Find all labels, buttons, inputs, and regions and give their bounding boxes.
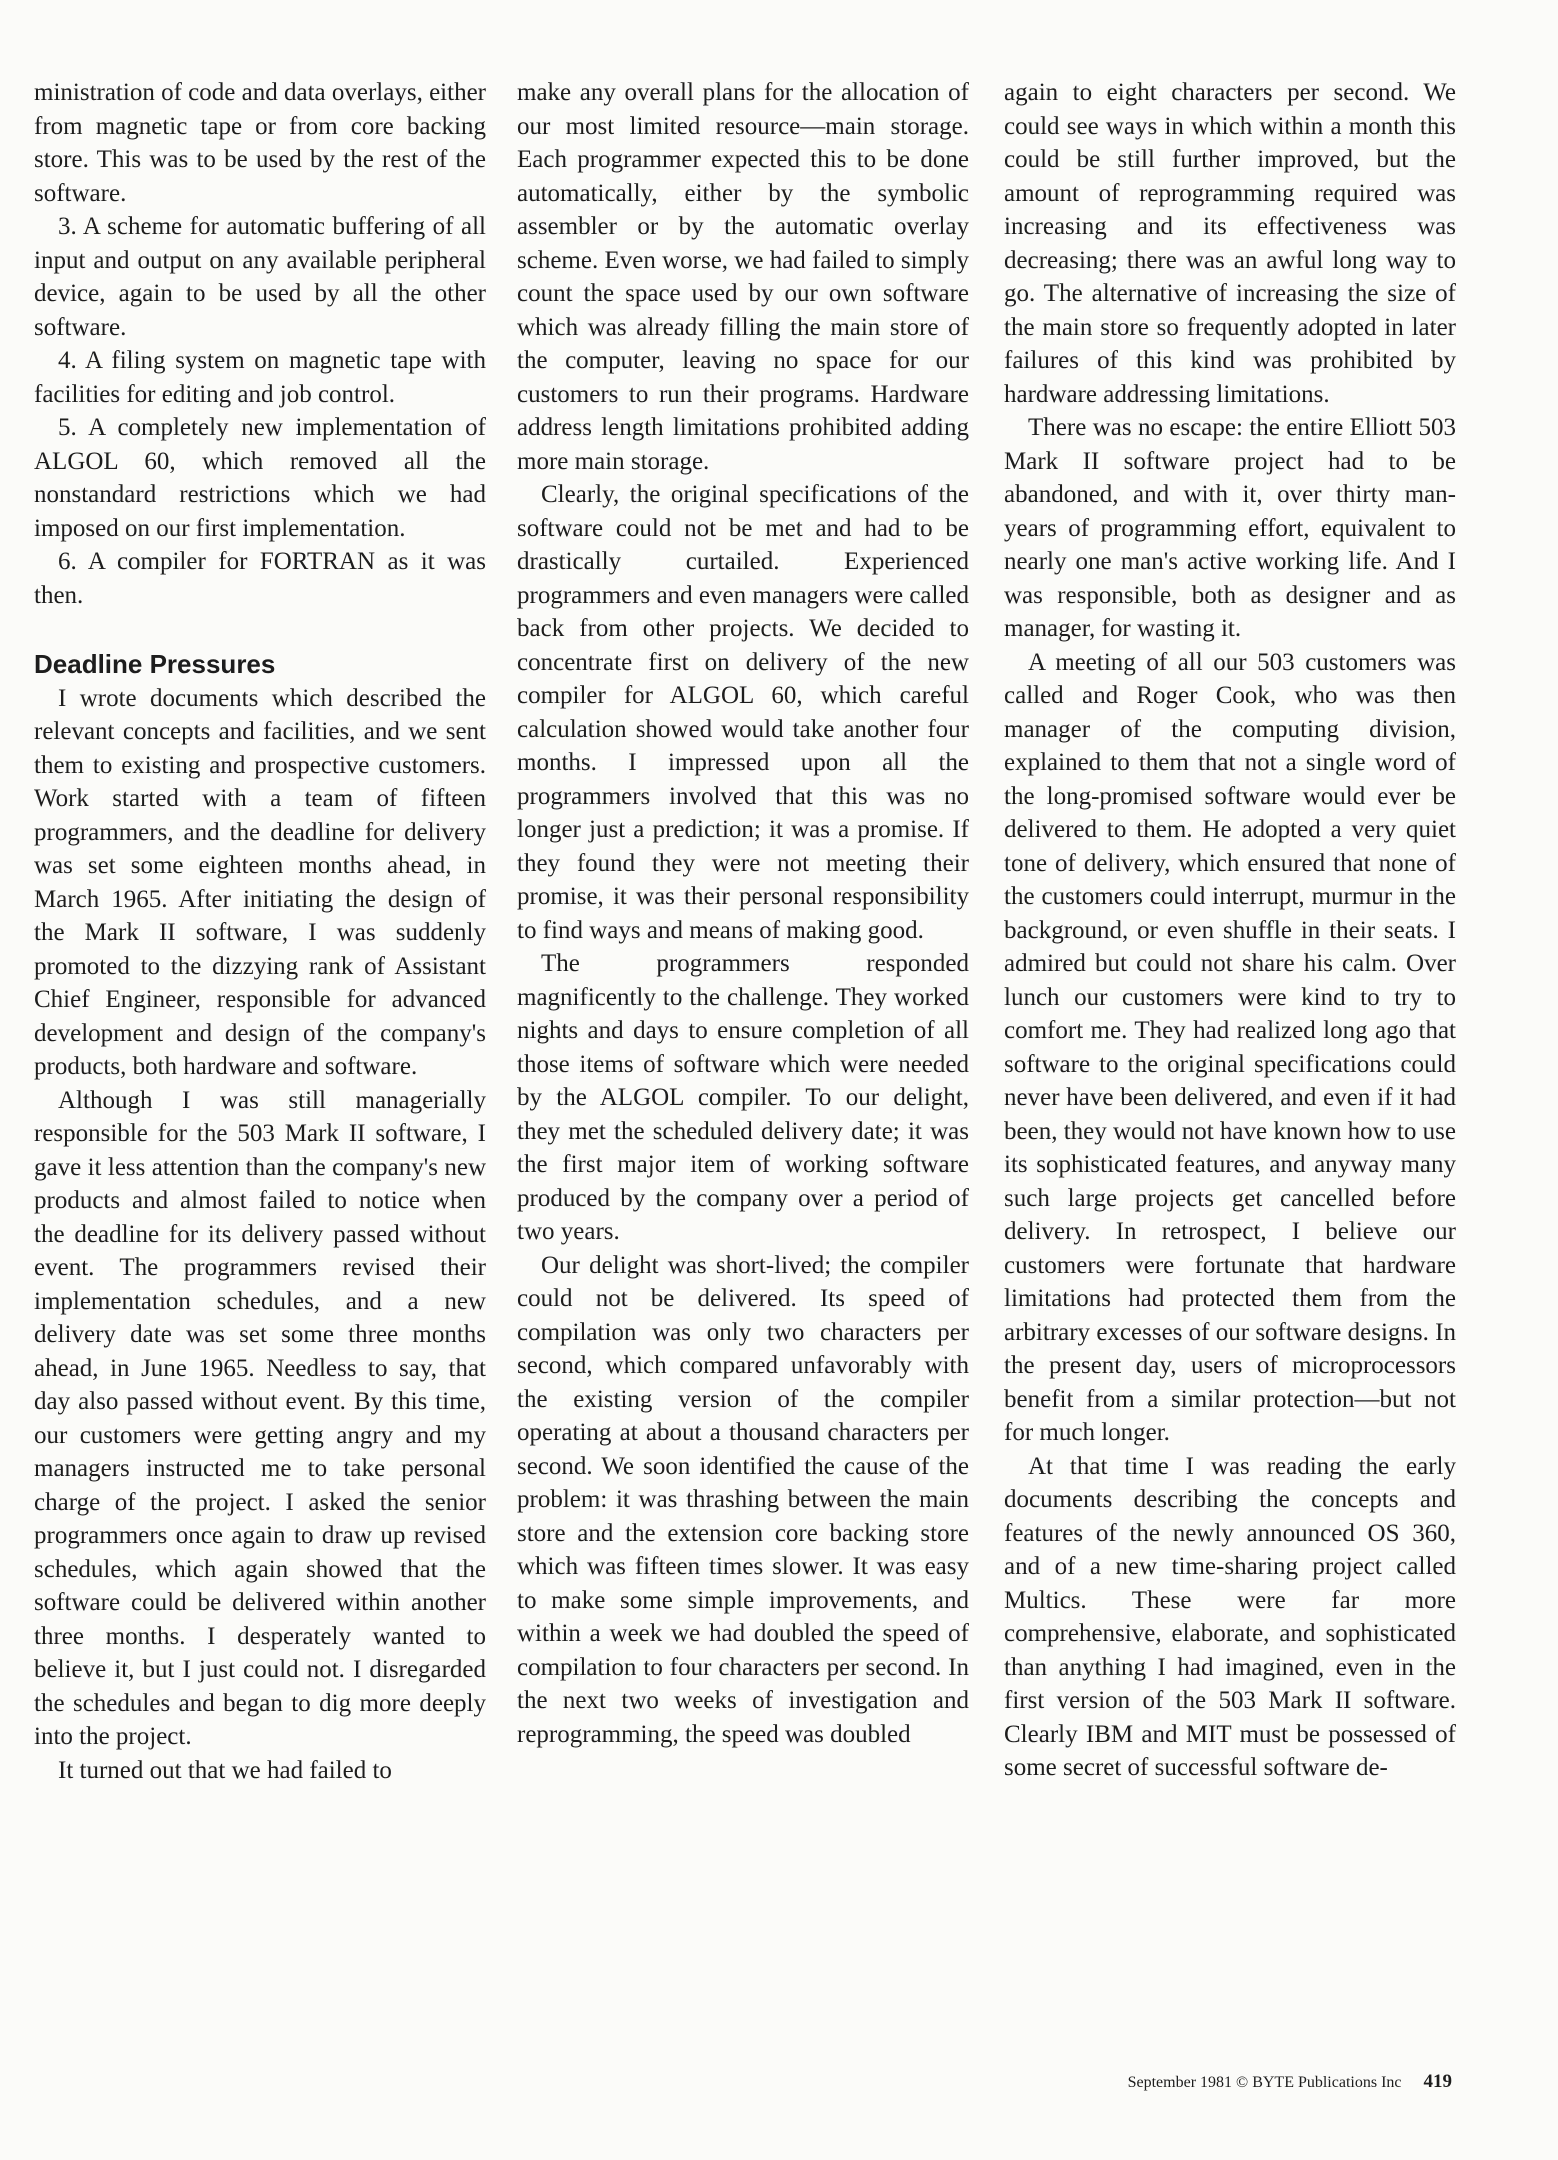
paragraph: It turned out that we had failed to [58,1756,392,1784]
paragraph: Clearly, the original specifications of the software could not be met and had to be drastically curtailed. Experienced programmers and even managers were called back from other projects. We decided to concentrate first on delivery of the new compiler for ALGOL 60, which careful calculation showed would take another four months. I impressed upon all the programmers involved that this was no longer just a prediction; it was a promise. If they found they were not meeting their promise, it was their personal responsibility to find ways and means of making good. [517,481,969,944]
text-column-3 [1004,76,1456,1785]
section-heading: Deadline Pressures [34,649,276,679]
paragraph: make any overall plans for the allocation of our most limited resource—main storage. Each programmer expected this to be done automatically, either by the symbolic assembler or by the automatic overlay scheme. Even worse, we had failed to simply count the space used by our own software which was already filling the main store of the computer, leaving no space for our customers to run their programs. Hardware address length limitations prohibited adding more main storage. [517,79,969,475]
footer-credit: September 1981 © BYTE Publications Inc [1127,2074,1402,2091]
paragraph: Our delight was short-lived; the compiler could not be delivered. Its speed of compilation was only two characters per second, which compared unfavorably with the existing version of the compiler operating at about a thousand characters per second. We soon identified the cause of the problem: it was thrashing between the main store and the extension core backing store which was fifteen times slower. It was easy to make some simple improvements, and within a week we had doubled the speed of compilation to four characters per second. In the next two weeks of investigation and reprogramming, the speed was doubled [517,1251,969,1748]
paragraph: A meeting of all our 503 customers was called and Roger Cook, who was then manager of the computing division, explained to them that not a single word of the long-promised software would ever be delivered to them. He adopted a very quiet tone of delivery, which ensured that none of the customers could interrupt, murmur in the background, or even shuffle in their seats. I admired but could not share his calm. Over lunch our customers were kind to try to comfort me. They had realized long ago that software to the original specifications could never have been delivered, and even if it had been, they would not have known how to use its sophisticated features, and anyway many such large projects get cancelled before delivery. In retrospect, I believe our customers were fortunate that hardware limitations had protected them from the arbitrary excesses of our software designs. In the present day, users of microprocessors benefit from a similar protection—but not for much longer. [1004,648,1457,1446]
paragraph: I wrote documents which described the relevant concepts and facilities, and we sent them to existing and prospective customers. Work started with a team of fifteen programmers, and the deadline for delivery was set some eighteen months ahead, in March 1965. After initiating the design of the Mark II software, I was suddenly promoted to the dizzying rank of Assistant Chief Engineer, responsible for advanced development and design of the company's products, both hardware and software. [34,684,486,1080]
paragraph: The programmers responded magnificently to the challenge. They worked nights and days to ensure completion of all those items of software which were needed by the ALGOL compiler. To our delight, they met the scheduled delivery date; it was the first major item of working software produced by the company over a period of two years. [517,950,969,1245]
list-item: 3. A scheme for automatic buffering of all input and output on any available peripheral device, again to be used by all the other software. [34,213,486,341]
paragraph: ministration of code and data overlays, either from magnetic tape or from core backing store. This was to be used by the rest of the software. [34,79,486,207]
text-column-2 [517,76,969,1751]
text-column-1 [34,76,486,1787]
paragraph: again to eight characters per second. We could see ways in which within a month this could be still further improved, but the amount of reprogramming required was increasing and its effectiveness was decreasing; there was an awful long way to go. The alternative of increasing the size of the main store so frequently adopted in later failures of this kind was prohibited by hardware addressing limitations. [1004,79,1456,408]
paragraph: Although I was still managerially responsible for the 503 Mark II software, I gave it less attention than the company's new products and almost failed to notice when the deadline for its delivery passed without event. The programmers revised their implementation schedules, and a new delivery date was set some three months ahead, in June 1965. Needless to say, that day also passed without event. By this time, our customers were getting angry and my managers instructed me to take personal charge of the project. I asked the senior programmers once again to draw up revised schedules, which again showed that the software could be delivered within another three months. I desperately wanted to believe it, but I just could not. I disregarded the schedules and began to dig more deeply into the project. [34,1086,486,1750]
paragraph: There was no escape: the entire Elliott 503 Mark II software project had to be abandoned, and with it, over thirty man-years of programming effort, equivalent to nearly one man's active working life. And I was responsible, both as designer and as manager, for wasting it. [1004,414,1456,642]
list-item: 5. A completely new implementation of ALGOL 60, which removed all the nonstandard restrictions which we had imposed on our first implementation. [34,414,486,542]
list-item: 4. A filing system on magnetic tape with facilities for editing and job control. [34,347,486,408]
list-item: 6. A compiler for FORTRAN as it was then. [34,548,486,609]
paragraph: At that time I was reading the early documents describing the concepts and features of the newly announced OS 360, and of a new time-sharing project called Multics. These were far more comprehensive, elaborate, and sophisticated than anything I had imagined, even in the first version of the 503 Mark II software. Clearly IBM and MIT must be possessed of some secret of successful software de- [1004,1452,1456,1781]
page-footer [1128,2072,1452,2093]
page-number: 419 [1423,2071,1452,2092]
